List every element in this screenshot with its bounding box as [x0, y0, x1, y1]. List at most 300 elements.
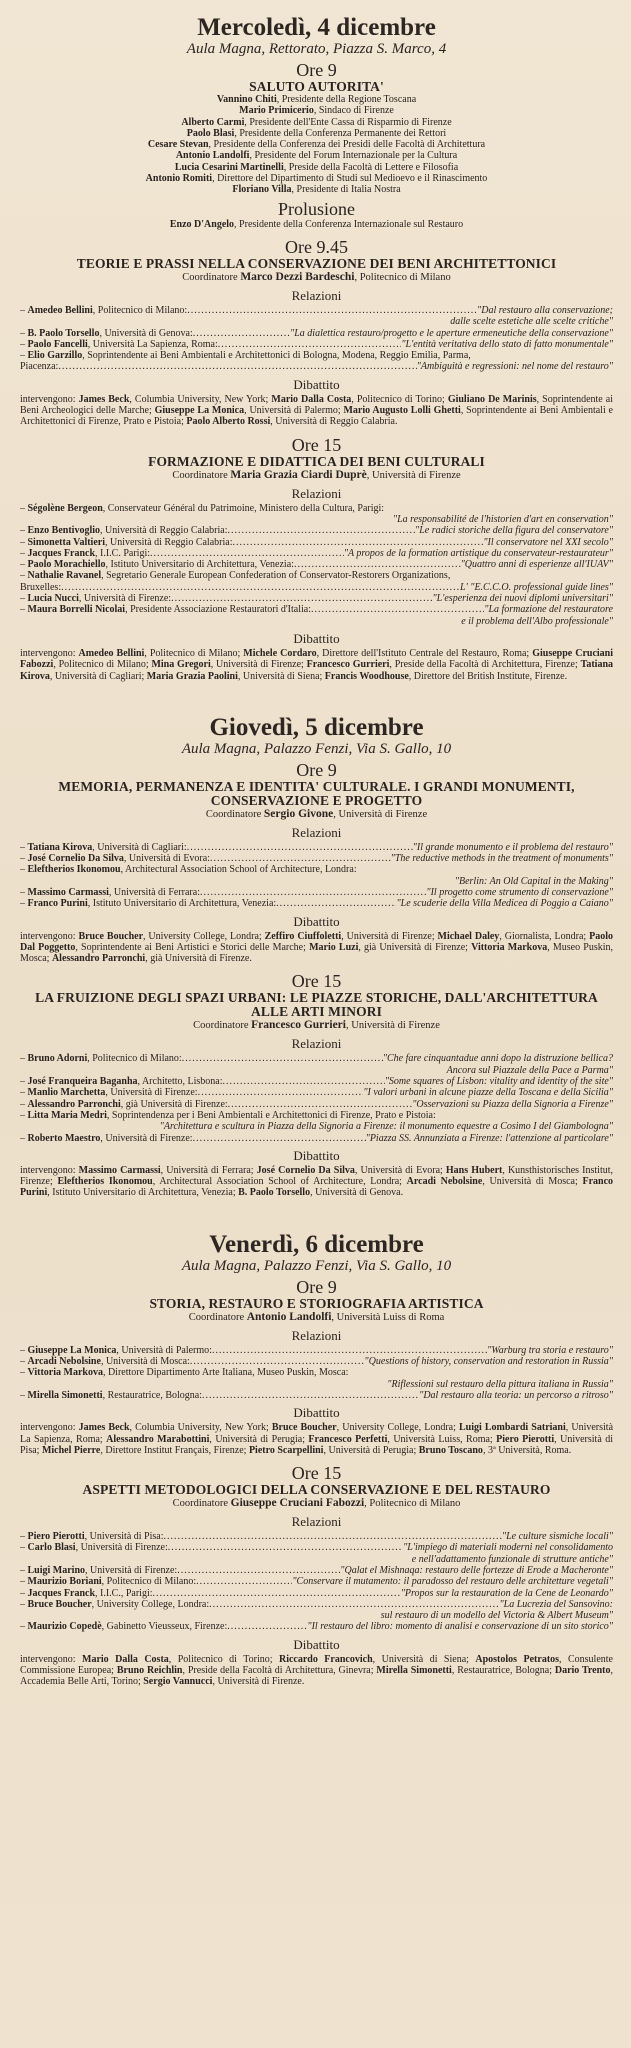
- dibattito-text: [20, 1165, 613, 1199]
- relazione-main: [20, 1345, 613, 1356]
- relazione-title: "Le culture sismiche locali": [501, 1531, 613, 1543]
- speaker-role: , Presidente della Regione Toscana: [276, 94, 417, 105]
- discussant-affiliation: , Politecnico di Milano;: [53, 659, 152, 671]
- relazione-main: [20, 1133, 613, 1144]
- coordinator-affiliation: , Università di Firenze: [333, 808, 428, 820]
- coordinator-name: Marco Dezzi Bardeschi: [240, 270, 355, 283]
- relazione-main: [20, 1599, 613, 1610]
- relazione-affiliation: , Università di Reggio Calabria:: [100, 525, 228, 537]
- relazione-speaker: – Jacques Franck, I.I.C., Parigi:: [20, 1587, 153, 1599]
- discussant-affiliation: , Politecnico di Torino;: [351, 393, 448, 405]
- relazione-item: [20, 525, 613, 536]
- speaker-line: [20, 117, 613, 128]
- relazione-item: [20, 1599, 613, 1622]
- discussant-name: Michele Cordaro: [243, 647, 317, 659]
- discussant-name: Zeffiro Ciuffoletti: [264, 930, 342, 942]
- coordinator-prefix: Coordinatore: [193, 1020, 252, 1032]
- relazione-item: [20, 537, 613, 548]
- relazione-affiliation: , già Università di Firenze:: [120, 1098, 228, 1110]
- day-block: [20, 714, 613, 1203]
- relazione-speaker-name: Vittoria Markova: [27, 1367, 103, 1379]
- relazione-speaker-name: Maura Borrelli Nicolai: [27, 604, 126, 616]
- relazione-speaker: – Maura Borrelli Nicolai, Presidente Associazione Restauratori d'Italia:: [20, 604, 311, 616]
- relazione-speaker-name: Manlio Marchetta: [27, 1087, 106, 1099]
- relazione-title: "The reductive methods in the treatment of monuments": [390, 853, 613, 865]
- discussant-affiliation: intervengono:: [20, 393, 79, 405]
- discussant-affiliation: intervengono:: [20, 1653, 82, 1665]
- relazione-affiliation: , I.I.C., Parigi:: [95, 1587, 153, 1599]
- session-time: Ore 15: [291, 1463, 342, 1484]
- relazione-speaker-name: Jacques Franck: [27, 547, 95, 559]
- dot-leader: [227, 1621, 307, 1632]
- dot-leader: [200, 887, 426, 898]
- dot-leader: [193, 1133, 366, 1144]
- relazione-title: "Qalat el Mishnaqa: restauro delle fortezze di Erode a Macheronte": [340, 1565, 613, 1576]
- speaker-line: [20, 173, 613, 184]
- relazione-title: "Il restauro del libro: momento di analisi e conservazione di un sito storico": [307, 1621, 613, 1633]
- day-title: Giovedì, 5 dicembre: [209, 713, 424, 741]
- relazione-affiliation: , Università di Firenze:: [85, 1565, 178, 1576]
- coordinator-affiliation: , Politecnico di Milano: [354, 271, 451, 283]
- discussant-name: Piero Pierotti: [496, 1433, 555, 1445]
- relazione-item: [20, 328, 613, 339]
- relazione-speaker: – Mirella Simonetti, Restauratrice, Bologna:: [20, 1389, 202, 1401]
- speaker-line: [20, 105, 613, 116]
- speaker-role: , Preside della Facoltà di Lettere e Filosofia: [283, 161, 459, 173]
- coordinator-line: [20, 1311, 613, 1324]
- relazione-affiliation: , Università di Pisa:: [84, 1531, 164, 1543]
- discussant-name: Arcadi Nebolsine: [406, 1176, 483, 1188]
- relazione-affiliation: , Università di Firenze:: [105, 1087, 198, 1099]
- discussant-affiliation: , Direttore dell'Istituto Centrale del Restauro, Roma;: [316, 647, 533, 659]
- discussant-affiliation: , Preside della Facoltà di Architettura, Ginevra;: [182, 1665, 377, 1677]
- relazione-title: "A propos de la formation artistique du conservateur-restaurateur": [343, 547, 613, 559]
- discussant-name: Maria Grazia Paolini: [146, 670, 238, 682]
- discussant-name: James Beck: [78, 1422, 130, 1434]
- dot-leader: [193, 328, 290, 339]
- relazione-speaker-name: Paolo Morachiello: [27, 559, 106, 571]
- dot-leader: [294, 559, 461, 570]
- relazione-speaker: – Jacques Franck, I.I.C. Parigi:: [20, 547, 150, 559]
- discussant-affiliation: , Università di Ferrara;: [160, 1164, 257, 1176]
- discussant-name: José Cornelio Da Silva: [256, 1164, 355, 1176]
- relazione-speaker-name: Maurizio Copedè: [27, 1621, 102, 1633]
- relazione-item: [20, 1133, 613, 1144]
- relazione-speaker-name: Amedeo Bellini: [27, 304, 93, 316]
- prolusione-name: Enzo D'Angelo: [169, 218, 235, 230]
- day-title: Venerdì, 6 dicembre: [209, 1230, 424, 1258]
- session-time: Ore 15: [291, 434, 342, 455]
- discussant-name: Eleftherios Ikonomou: [57, 1176, 153, 1188]
- relazione-speaker: – Manlio Marchetta, Università di Firenze:: [20, 1087, 198, 1099]
- relazione-affiliation: , Università di Reggio Calabria:: [105, 536, 233, 548]
- relazione-main: [20, 1531, 613, 1542]
- relazione-item: [20, 1099, 613, 1110]
- discussant-name: Giuseppe Cruciani Fabozzi: [20, 647, 613, 671]
- relazione-speaker-name: Litta Maria Medri: [27, 1109, 107, 1121]
- relazioni-label: Relazioni: [291, 1327, 342, 1343]
- speaker-name: Alberto Carmi: [181, 116, 245, 128]
- relazione-title: "Dal restauro alla conservazione;: [477, 304, 613, 316]
- prolusione-line: [20, 219, 613, 230]
- relazione-speaker-name: José Franqueira Baganha: [27, 1076, 138, 1088]
- relazione-main: [20, 1099, 613, 1110]
- relazione-item: [20, 853, 613, 864]
- day-spacer: [20, 1203, 613, 1231]
- prolusione-role: , Presidente della Conferenza Internazionale sul Restauro: [234, 218, 464, 230]
- discussant-affiliation: , Accademia Belle Arti, Torino;: [20, 1665, 613, 1688]
- discussant-affiliation: intervengono:: [20, 930, 79, 942]
- relazione-main: [20, 537, 613, 548]
- discussant-affiliation: , University College, Londra;: [143, 930, 265, 942]
- session-spacer: [20, 1456, 613, 1460]
- relazione-speaker-name: Lucia Nucci: [27, 593, 79, 605]
- discussant-name: Mario Dalla Costa: [271, 393, 352, 405]
- discussant-name: Mina Gregori: [151, 659, 211, 671]
- relazione-speaker: – José Franqueira Baganha, Architetto, Lisbona:: [20, 1076, 223, 1088]
- speaker-role: , Direttore del Dipartimento di Studi sul Medioevo e il Rinascimento: [212, 173, 488, 185]
- relazione-affiliation: , Università di Evora:: [123, 853, 210, 865]
- relazione-affiliation: , University College, Londra:: [91, 1598, 210, 1610]
- relazione-title: "La dialettica restauro/progetto e le aperture ermeneutiche della conservazione": [290, 327, 613, 339]
- relazione-speaker: – Giuseppe La Monica, Università di Palermo:: [20, 1344, 212, 1356]
- relazione-speaker-name: Eleftherios Ikonomou: [27, 864, 121, 876]
- discussant-affiliation: , Restauratrice, Bologna;: [451, 1665, 555, 1677]
- relazione-speaker: – Paolo Morachiello, Istituto Universitario di Architettura, Venezia:: [20, 559, 294, 571]
- relazione-speaker-name: Nathalie Ravanel: [27, 570, 102, 582]
- discussant-affiliation: , Università di Pisa;: [20, 1433, 613, 1456]
- relazione-item: [20, 864, 613, 887]
- relazione-affiliation: , Politecnico di Milano:: [92, 304, 188, 316]
- coordinator-line: [20, 808, 613, 821]
- speaker-name: Lucia Cesarini Martinelli: [174, 161, 284, 173]
- relazione-speaker-name: Bruno Adorni: [27, 1053, 88, 1065]
- relazione-item: [20, 503, 613, 526]
- relazione-title: "Dal restauro alla teoria: un percorso a ritroso": [419, 1389, 613, 1401]
- relazione-speaker: – Enzo Bentivoglio, Università di Reggio Calabria:: [20, 525, 228, 537]
- relazione-main: [20, 1367, 613, 1378]
- relazione-speaker: – Carlo Blasi, Università di Firenze:: [20, 1542, 168, 1554]
- session-block: [20, 972, 613, 1202]
- discussant-name: Dario Trento: [554, 1665, 611, 1677]
- dibattito-text: [20, 931, 613, 965]
- discussant-affiliation: , Università di Genova.: [310, 1187, 404, 1199]
- discussant-affiliation: intervengono:: [20, 1164, 79, 1176]
- relazione-affiliation: , Università di Firenze:: [78, 593, 172, 605]
- relazione-speaker: – Bruce Boucher, University College, Londra:: [20, 1598, 210, 1610]
- dot-leader: [228, 1099, 413, 1110]
- relazione-speaker-name: José Cornelio Da Silva: [27, 853, 124, 865]
- relazione-speaker: – Bruno Adorni, Politecnico di Milano:: [20, 1053, 182, 1065]
- relazioni-label: Relazioni: [291, 287, 342, 303]
- relazione-title-continued: Ancora sul Piazzale della Pace a Parma": [446, 1064, 613, 1076]
- relazione-speaker: – Simonetta Valtieri, Università di Reggio Calabria:: [20, 536, 233, 548]
- relazione-affiliation: , Istituto Universitario di Architettura, Venezia:: [105, 559, 294, 571]
- relazione-speaker-name: Franco Purini: [27, 898, 88, 910]
- dot-leader: [150, 548, 344, 559]
- relazione-affiliation: Bruxelles:: [20, 581, 62, 593]
- dibattito-label: Dibattito: [293, 913, 340, 929]
- relazione-speaker-name: Ségolène Bergeon: [27, 502, 103, 514]
- relazione-main: [20, 503, 613, 514]
- discussant-affiliation: , Università di Siena;: [237, 670, 325, 682]
- relazione-item: [20, 1356, 613, 1367]
- relazione-main: [20, 350, 613, 361]
- dot-leader: [232, 537, 483, 548]
- relazione-speaker: – Lucia Nucci, Università di Firenze:: [20, 593, 172, 605]
- relazione-title: "La formazione del restauratore: [484, 604, 613, 616]
- relazione-speaker: – Piero Pierotti, Università di Pisa:: [20, 1531, 164, 1543]
- discussant-affiliation: , Soprintendente ai Beni Ambientali e Architettonici di Firenze, Prato e Pistoia;: [20, 405, 613, 428]
- session-spacer: [20, 230, 613, 234]
- relazione-affiliation: , Università di Genova:: [99, 327, 193, 339]
- dot-leader: [164, 1531, 502, 1542]
- discussant-name: Mirella Simonetti: [376, 1665, 452, 1677]
- relazione-speaker-name: Arcadi Nebolsine: [27, 1356, 101, 1368]
- discussant-name: Paolo Alberto Rossi: [186, 416, 271, 428]
- relazione-speaker: [20, 582, 61, 593]
- relazione-main: [20, 842, 613, 853]
- discussant-name: Michel Pierre: [41, 1444, 101, 1456]
- relazione-speaker-name: Elio Garzillo: [27, 350, 83, 362]
- relazione-speaker-name: B. Paolo Torsello: [27, 327, 100, 339]
- discussant-affiliation: , Kunsthistorisches Institut, Firenze;: [20, 1164, 613, 1188]
- relazione-main: [20, 328, 613, 339]
- discussant-name: Mario Luzi: [309, 941, 359, 953]
- relazione-speaker-name: Jacques Franck: [27, 1587, 95, 1599]
- relazione-main: [20, 604, 613, 615]
- relazione-main: [20, 1621, 613, 1632]
- relazione-item: [20, 887, 613, 898]
- relazione-main: [20, 853, 613, 864]
- coordinator-prefix: Coordinatore: [172, 469, 231, 481]
- relazione-affiliation: , Restauratrice, Bologna:: [102, 1389, 202, 1401]
- discussant-affiliation: , Università di Cagliari;: [49, 670, 147, 682]
- discussant-affiliation: , Istituto Universitario di Architettura, Venezia;: [47, 1187, 239, 1199]
- relazione-speaker: – Litta Maria Medri, Soprintendenza per i Beni Ambientali e Architettonici di Firenze, Prato e Pistoia:: [20, 1109, 436, 1121]
- dibattito-label: Dibattito: [293, 376, 340, 392]
- relazione-main: [20, 1390, 613, 1401]
- relazione-item: [20, 1390, 613, 1401]
- dot-leader: [187, 842, 413, 853]
- discussant-name: James Beck: [78, 393, 130, 405]
- discussant-affiliation: , Università di Palermo;: [244, 405, 344, 417]
- discussant-affiliation: , Politecnico di Torino;: [168, 1653, 279, 1665]
- discussant-affiliation: , Università di Siena;: [372, 1653, 476, 1665]
- relazione-title: "L'entità veritativa dello stato di fatto monumentale": [401, 338, 613, 350]
- discussant-name: Mario Dalla Costa: [82, 1653, 169, 1665]
- relazione-title-continued: "Berlin: An Old Capital in the Making": [454, 875, 613, 887]
- session-title: TEORIE E PRASSI NELLA CONSERVAZIONE DEI BENI ARCHITETTONICI: [76, 255, 557, 271]
- speaker-name: Mario Primicerio: [239, 105, 314, 117]
- dot-leader: [311, 604, 484, 615]
- discussant-name: Giuseppe La Monica: [154, 405, 245, 417]
- relazione-speaker: – Amedeo Bellini, Politecnico di Milano:: [20, 304, 188, 316]
- relazione-title: "Il progetto come strumento di conservazione": [426, 886, 613, 898]
- session-title: FORMAZIONE E DIDATTICA DEI BENI CULTURALI: [148, 453, 485, 469]
- relazione-title: "Le scuderie della Villa Medicea di Poggio a Caiano": [396, 898, 613, 910]
- relazione-main: [20, 1588, 613, 1599]
- coordinator-name: Giuseppe Cruciani Fabozzi: [230, 1497, 365, 1510]
- relazione-speaker-name: Tatiana Kirova: [27, 841, 93, 853]
- coordinator-line: [20, 1019, 613, 1032]
- discussant-name: Francesco Perfetti: [308, 1433, 388, 1445]
- discussant-name: Tatiana Kirova: [20, 659, 613, 682]
- relazione-item: [20, 559, 613, 570]
- discussant-affiliation: , Columbia University, New York;: [129, 393, 272, 405]
- relazione-main: [20, 1110, 613, 1121]
- relazione-item: [20, 305, 613, 328]
- relazione-item: [20, 350, 613, 361]
- discussant-affiliation: , Università di Firenze;: [341, 930, 438, 942]
- discussant-affiliation: , Università La Sapienza, Roma;: [20, 1422, 614, 1445]
- relazione-speaker: – Franco Purini, Istituto Universitario di Architettura, Venezia:: [20, 898, 277, 910]
- discussant-affiliation: , Università di Firenze;: [210, 659, 307, 671]
- relazione-main: [20, 361, 613, 372]
- day-block: [20, 1231, 613, 1692]
- speaker-line: [20, 162, 613, 173]
- relazione-affiliation: , Segretario Generale European Confederation of Conservator-Restorers Organizations,: [101, 570, 451, 582]
- relazione-speaker-name: Piero Pierotti: [27, 1531, 85, 1543]
- relazione-affiliation: , Università di Cagliari:: [92, 841, 187, 853]
- discussant-affiliation: , Università Luiss, Roma;: [387, 1433, 497, 1445]
- coordinator-prefix: Coordinatore: [188, 1311, 247, 1323]
- discussant-name: Giuliano De Marinis: [447, 393, 537, 405]
- relazione-main: [20, 1356, 613, 1367]
- speaker-line: [20, 139, 613, 150]
- relazione-main: [20, 548, 613, 559]
- dot-leader: [61, 582, 460, 593]
- day-venue: Aula Magna, Palazzo Fenzi, Via S. Gallo, 10: [181, 740, 452, 757]
- relazione-item: [20, 1588, 613, 1599]
- relazione-main: [20, 305, 613, 316]
- relazione-main: [20, 1087, 613, 1098]
- relazione-affiliation: , Architetto, Lisbona:: [137, 1076, 223, 1088]
- discussant-affiliation: , Consulente Commissione Europea;: [20, 1653, 613, 1677]
- discussant-name: Luigi Lombardi Satriani: [458, 1422, 566, 1434]
- discussant-affiliation: , Preside della Facoltà di Architettura, Firenze;: [389, 659, 581, 671]
- discussant-name: Riccardo Francovich: [278, 1653, 373, 1665]
- relazione-speaker-name: Massimo Carmassi: [27, 886, 109, 898]
- relazione-speaker-name: Bruce Boucher: [27, 1598, 92, 1610]
- coordinator-affiliation: , Politecnico di Milano: [364, 1498, 461, 1510]
- relazione-title: "Che fare cinquantadue anni dopo la distruzione bellica?: [382, 1053, 613, 1065]
- discussant-affiliation: , Università di Firenze.: [212, 1676, 305, 1688]
- session-title: MEMORIA, PERMANENZA E IDENTITA' CULTURALE. I GRANDI MONUMENTI, CONSERVAZIONE E PROGETTO: [58, 778, 575, 808]
- relazione-item: [20, 898, 613, 909]
- discussant-affiliation: , già Università di Firenze.: [145, 953, 252, 965]
- coordinator-line: [20, 469, 613, 482]
- session-time: Ore 9: [296, 1276, 337, 1297]
- relazione-speaker-name: Carlo Blasi: [27, 1542, 76, 1554]
- relazione-main: [20, 525, 613, 536]
- relazione-item: [20, 1110, 613, 1133]
- discussant-name: Bruce Boucher: [78, 930, 144, 942]
- relazione-item: [20, 1621, 613, 1632]
- relazione-affiliation: , Direttore Dipartimento Arte Italiana, Museo Puskin, Mosca:: [102, 1367, 349, 1379]
- relazioni-label: Relazioni: [291, 485, 342, 501]
- relazione-speaker: – Ségolène Bergeon, Conservateur Général du Patrimoine, Ministero della Cultura, Parigi:: [20, 502, 385, 514]
- relazione-title: "Osservazioni su Piazza della Signoria a Firenze": [412, 1098, 613, 1110]
- relazione-title: "La Lucrezia del Sansovino:: [499, 1598, 613, 1610]
- discussant-affiliation: , Politecnico di Milano;: [144, 647, 244, 659]
- discussant-affiliation: , Università di Perugia;: [323, 1444, 419, 1456]
- relazione-affiliation: , Presidente Associazione Restauratori d'Italia:: [125, 604, 311, 616]
- relazione-speaker: [20, 361, 58, 372]
- relazione-speaker-name: Enzo Bentivoglio: [27, 525, 101, 537]
- discussant-affiliation: , Giornalista, Londra;: [499, 930, 590, 942]
- dot-leader: [202, 1390, 419, 1401]
- discussant-name: Pietro Scarpellini: [248, 1444, 324, 1456]
- session-block: [20, 1278, 613, 1460]
- relazione-speaker: – Massimo Carmassi, Università di Ferrara:: [20, 886, 200, 898]
- discussant-affiliation: , Architectural Association School of Architecture, Londra;: [152, 1176, 407, 1188]
- dot-leader: [228, 525, 416, 536]
- dot-leader: [218, 339, 402, 350]
- dibattito-label: Dibattito: [293, 1147, 340, 1163]
- relazione-main: [20, 1565, 613, 1576]
- relazione-title-continued: dalle scelte estetiche alle scelte critiche": [450, 316, 613, 328]
- discussant-affiliation: , Museo Puskin, Mosca;: [20, 941, 613, 965]
- dibattito-label: Dibattito: [293, 630, 340, 646]
- coordinator-name: Antonio Landolfi: [246, 1310, 332, 1323]
- relazione-title: "Some squares of Lisbon: vitality and identity of the site": [384, 1076, 613, 1088]
- coordinator-prefix: Coordinatore: [172, 1498, 231, 1510]
- relazione-affiliation: , Università di Palermo:: [116, 1344, 212, 1356]
- session-time: Ore 15: [291, 971, 342, 992]
- relazione-speaker: – Elio Garzillo, Soprintendente ai Beni Ambientali e Architettonici di Bologna, Modena, Reggio Emilia, Parma,: [20, 350, 471, 362]
- dot-leader: [210, 853, 391, 864]
- dot-leader: [196, 1576, 292, 1587]
- relazione-speaker-name: Simonetta Valtieri: [27, 536, 105, 548]
- speaker-role: , Presidente di Italia Nostra: [291, 184, 401, 196]
- relazione-speaker: – Tatiana Kirova, Università di Cagliari:: [20, 841, 187, 853]
- coordinator-affiliation: , Università Luiss di Roma: [331, 1311, 445, 1323]
- relazione-affiliation: , Università La Sapienza, Roma:: [87, 338, 218, 350]
- discussant-name: Amedeo Bellini: [78, 647, 145, 659]
- session-block: [20, 61, 613, 234]
- session-title: STORIA, RESTAURO E STORIOGRAFIA ARTISTICA: [149, 1295, 484, 1311]
- session-spacer: [20, 1688, 613, 1692]
- relazione-main: [20, 864, 613, 875]
- relazione-speaker-name: Maurizio Boriani: [27, 1576, 102, 1588]
- relazione-speaker: – Alessandro Parronchi, già Università di Firenze:: [20, 1098, 228, 1110]
- day-block: [20, 14, 613, 686]
- session-time: Ore 9: [296, 60, 337, 80]
- relazione-affiliation: , Università di Firenze:: [75, 1542, 168, 1554]
- speaker-line: [20, 184, 613, 195]
- relazione-title: "Il grande monumento e il problema del restauro": [412, 841, 613, 853]
- relazione-title-continued: "Architettura e scultura in Piazza della Signoria a Firenze: il monumento equestre a Cosimo I del Giambologna": [159, 1121, 613, 1133]
- relazione-item: [20, 361, 613, 372]
- coordinator-name: Francesco Gurrieri: [251, 1019, 346, 1032]
- speaker-name: Paolo Blasi: [186, 127, 235, 139]
- relazione-main: [20, 339, 613, 350]
- session-title: SALUTO AUTORITA': [249, 79, 384, 94]
- relazione-speaker-name: Giuseppe La Monica: [27, 1344, 117, 1356]
- relazione-item: [20, 1076, 613, 1087]
- relazione-main: [20, 582, 613, 593]
- discussant-affiliation: , University College, Londra;: [336, 1422, 459, 1434]
- relazione-title: "Questions of history, conservation and restoration in Russia": [364, 1356, 613, 1368]
- relazione-speaker: – José Cornelio Da Silva, Università di Evora:: [20, 853, 210, 865]
- relazione-affiliation: , I.I.C. Parigi:: [95, 547, 150, 559]
- session-block: [20, 1464, 613, 1692]
- relazione-affiliation: , Soprintendente ai Beni Ambientali e Architettonici di Bologna, Modena, Reggio Emilia, Parma,: [82, 350, 471, 362]
- session-spacer: [20, 964, 613, 968]
- discussant-name: Francesco Gurrieri: [306, 659, 390, 671]
- relazione-affiliation: , Gabinetto Vieusseux, Firenze:: [101, 1621, 228, 1633]
